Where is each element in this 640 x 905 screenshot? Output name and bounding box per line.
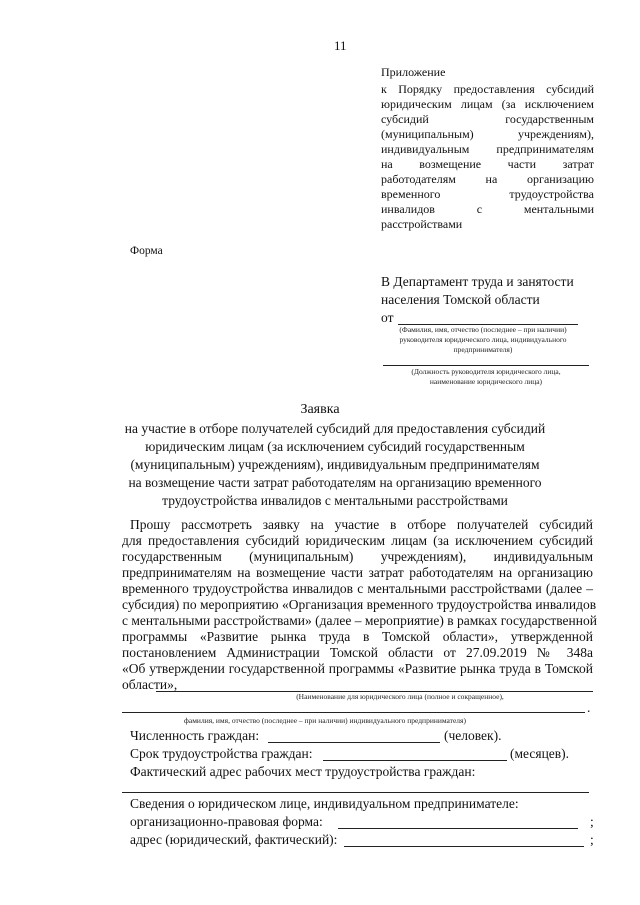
appendix-line: к Порядку предоставления субсидий: [381, 82, 594, 96]
work-address-label: Фактический адрес рабочих мест трудоустройства граждан:: [130, 764, 476, 779]
headcount-label: Численность граждан:: [130, 728, 260, 743]
appendix-line: (муниципальным) учреждениям),: [381, 127, 594, 141]
appendix-line: расстройствами: [381, 217, 463, 231]
body-line: программы «Развитие рынка труда в Томской области», утвержденной: [122, 629, 593, 644]
headcount-unit: (человек).: [444, 728, 502, 743]
appendix-line: инвалидов с ментальными: [381, 202, 594, 216]
org-name-input-line-2[interactable]: [122, 712, 585, 713]
appendix-line: работодателям на организацию: [381, 172, 594, 186]
body-line: субсидия) по мероприятию «Организация временного трудоустройства инвалидов: [122, 597, 597, 612]
appendix-line: на возмещение части затрат: [381, 157, 594, 171]
form-label: Форма: [130, 245, 163, 257]
headcount-input[interactable]: [268, 742, 440, 743]
appendix-line: Приложение: [381, 65, 446, 79]
body-line: постановлением Администрации Томской области от 27.09.2019 № 348а: [122, 645, 593, 660]
legal-form-input[interactable]: [338, 828, 578, 829]
appendix-line: индивидуальным предпринимателям: [381, 142, 594, 156]
body-line: временного трудоустройства инвалидов с ментальными расстройствами (далее –: [122, 581, 593, 596]
org-address-input[interactable]: [344, 846, 584, 847]
appendix-line: юридическим лицам (за исключением: [381, 97, 594, 111]
body-line: «Об утверждении государственной программы «Развитие рынка труда в Томской: [122, 661, 593, 676]
caption-position: (Должность руководителя юридического лица, наименование юридического лица): [411, 367, 561, 386]
org-address-label: адрес (юридический, фактический):: [130, 832, 338, 847]
appendix-line: временного трудоустройства: [381, 187, 594, 201]
body-line: для предоставления субсидий юридическим лицам (за исключением субсидий: [122, 533, 593, 548]
legal-form-end: ;: [590, 814, 594, 829]
body-line: Прошу рассмотреть заявку на участие в отборе получателей субсидий: [130, 517, 593, 532]
term-label: Срок трудоустройства граждан:: [130, 746, 313, 761]
org-address-end: ;: [590, 832, 594, 847]
body-line: предпринимателям на возмещение части затрат работодателям на организацию: [122, 565, 593, 580]
caption-name: (Фамилия, имя, отчество (последнее – при наличии) руководителя юридического лица, индивидуального предпринимателя): [399, 325, 567, 354]
position-input-line[interactable]: [383, 365, 589, 366]
work-address-input[interactable]: [122, 792, 589, 793]
addressee-from: от: [381, 310, 394, 325]
line-end-dot: .: [587, 700, 591, 715]
addressee-line-2: населения Томской области: [381, 292, 540, 307]
legal-form-label: организационно-правовая форма:: [130, 814, 323, 829]
term-input[interactable]: [323, 760, 507, 761]
body-line: с ментальными расстройствами» (далее – мероприятие) в рамках государственной: [122, 613, 597, 628]
document-title: Заявка: [300, 402, 340, 417]
caption-person: фамилия, имя, отчество (последнее – при наличии) индивидуального предпринимателя): [184, 716, 466, 725]
term-unit: (месяцев).: [510, 746, 570, 761]
body-line: области»,: [122, 677, 178, 692]
page-number: 11: [334, 38, 347, 53]
appendix-line: субсидий государственным: [381, 112, 594, 126]
caption-org-name: (Наименование для юридического лица (полное и сокращенное),: [296, 692, 504, 701]
body-line: государственным (муниципальным) учреждениям), индивидуальным: [122, 549, 593, 564]
addressee-line-1: В Департамент труда и занятости: [381, 274, 574, 289]
org-info-heading: Сведения о юридическом лице, индивидуальном предпринимателе:: [130, 796, 519, 811]
